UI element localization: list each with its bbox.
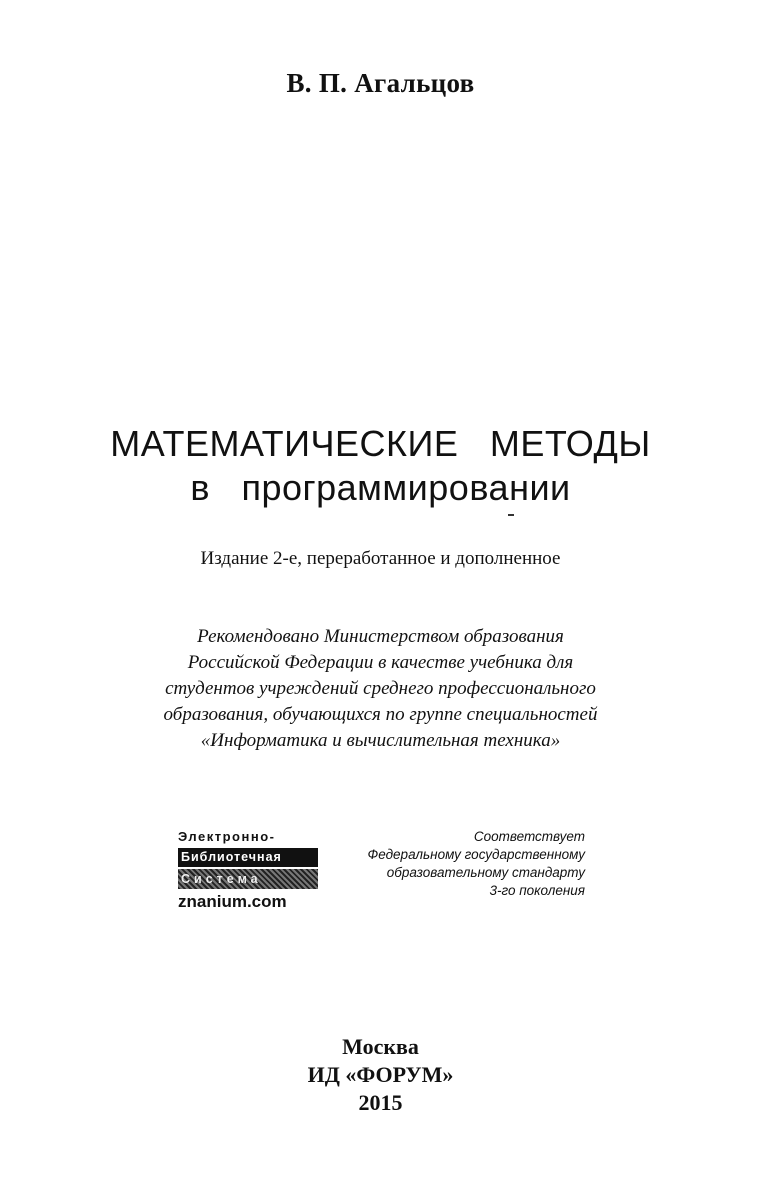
fgos-note-line: 3-го поколения xyxy=(489,883,585,898)
recommendation-line: образования, обучающихся по группе специальностей xyxy=(163,704,598,725)
recommendation-line: Российской Федерации в качестве учебника для xyxy=(187,652,574,673)
ebs-logo-site: znanium.com xyxy=(178,892,287,911)
recommendation-line: «Информатика и вычислительная техника» xyxy=(200,730,561,751)
author-name: В. П. Агальцов xyxy=(286,68,475,98)
fgos-note-line: образовательному стандарту xyxy=(386,865,585,880)
edition-note: Издание 2-е, переработанное и дополненное xyxy=(200,548,561,569)
recommendation-line: Рекомендовано Министерством образования xyxy=(197,626,564,647)
recommendation-text xyxy=(0,624,761,754)
book-title-line-1: МАТЕМАТИЧЕСКИЕ МЕТОДЫ xyxy=(110,423,651,464)
imprint xyxy=(0,1033,761,1117)
fgos-note xyxy=(368,828,586,900)
ebs-logo-line-2: Библиотечная xyxy=(178,848,318,867)
ebs-logo-line-3: Система xyxy=(178,869,318,889)
scan-speck xyxy=(508,514,514,516)
fgos-note-line: Федеральному государственному xyxy=(367,847,585,862)
recommendation-line: студентов учреждений среднего профессионального xyxy=(165,678,596,699)
imprint-year: 2015 xyxy=(358,1090,403,1115)
ebs-logo-line-1: Электронно- xyxy=(178,829,276,844)
imprint-city: Москва xyxy=(342,1034,419,1059)
fgos-note-line: Соответствует xyxy=(473,829,585,844)
book-title xyxy=(0,422,761,510)
ebs-logo xyxy=(178,828,318,913)
imprint-publisher: ИД «ФОРУМ» xyxy=(307,1062,454,1087)
book-title-line-2: в программировании xyxy=(190,467,571,508)
